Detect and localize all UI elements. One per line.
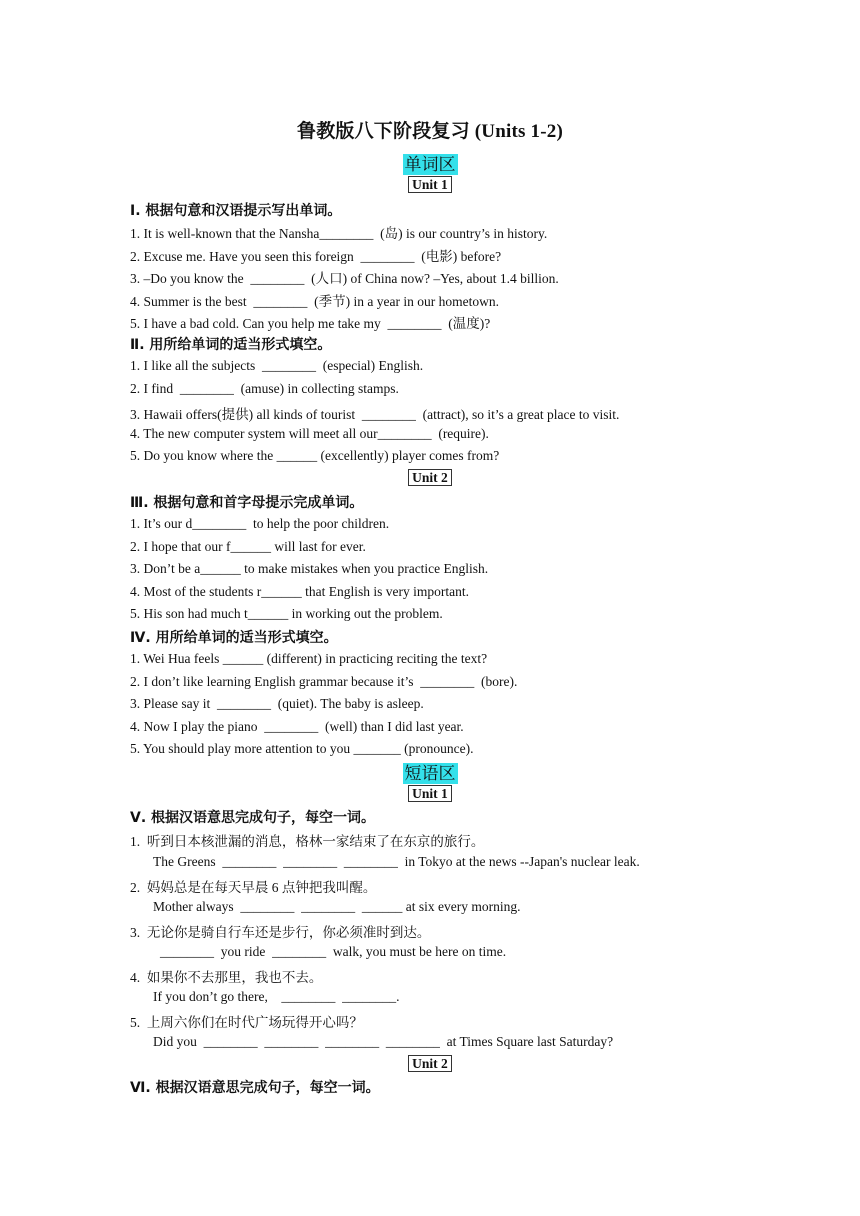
question-line: 1. It’s our d________ to help the poor children. xyxy=(130,516,390,531)
question-line: 1. Wei Hua feels ______ (different) in practicing reciting the text? xyxy=(130,651,488,666)
question-line: 1. I like all the subjects ________ (especial) English. xyxy=(130,358,424,373)
section-heading: Ⅲ. 根据句意和首字母提示完成单词。 xyxy=(130,495,364,511)
unit-label: Unit 2 xyxy=(0,1056,860,1072)
question-line: 4. Most of the students r______ that English is very important. xyxy=(130,584,469,599)
question-line: 4. Summer is the best ________ (季节) in a year in our hometown. xyxy=(130,294,499,309)
question-line: 3. Don’t be a______ to make mistakes when you practice English. xyxy=(130,561,489,576)
unit-label: Unit 1 xyxy=(0,786,860,802)
chinese-prompt: 4. 如果你不去那里，我也不去。 xyxy=(130,970,323,985)
question-line: 5. His son had much t______ in working out the problem. xyxy=(130,606,443,621)
chinese-prompt: 3. 无论你是骑自行车还是步行，你必须准时到达。 xyxy=(130,925,431,940)
question-line: 2. Excuse me. Have you seen this foreign ________ (电影) before? xyxy=(130,249,502,264)
question-line: 2. I hope that our f______ will last for ever. xyxy=(130,539,366,554)
question-line: 4. Now I play the piano ________ (well) than I did last year. xyxy=(130,719,464,734)
section-heading: Ⅵ. 根据汉语意思完成句子，每空一词。 xyxy=(130,1080,380,1096)
question-line: 2. I find ________ (amuse) in collecting stamps. xyxy=(130,381,399,396)
chinese-prompt: 5. 上周六你们在时代广场玩得开心吗？ xyxy=(130,1015,363,1030)
chinese-prompt: 2. 妈妈总是在每天早晨 6 点钟把我叫醒。 xyxy=(130,880,377,895)
english-sentence: Did you ________ ________ ________ ________ at Times Square last Saturday? xyxy=(153,1034,614,1049)
question-line: 5. I have a bad cold. Can you help me take my ________ (温度)? xyxy=(130,316,491,331)
english-sentence: The Greens ________ ________ ________ in Tokyo at the news --Japan's nuclear leak. xyxy=(153,854,640,869)
section-heading: Ⅱ. 用所给单词的适当形式填空。 xyxy=(130,337,332,353)
unit-label: Unit 2 xyxy=(0,470,860,486)
phrase-zone-heading: 短语区 xyxy=(404,764,456,783)
english-sentence: If you don’t go there, ________ ________. xyxy=(153,989,400,1004)
vocabulary-zone-heading: 单词区 xyxy=(404,155,456,174)
english-sentence: ________ you ride ________ walk, you must be here on time. xyxy=(160,944,507,959)
english-sentence: Mother always ________ ________ ______ at six every morning. xyxy=(153,899,521,914)
section-heading: Ⅰ. 根据句意和汉语提示写出单词。 xyxy=(130,203,342,219)
section-heading: Ⅳ. 用所给单词的适当形式填空。 xyxy=(130,630,338,646)
question-line: 5. You should play more attention to you _______ (pronounce). xyxy=(130,741,474,756)
question-line: 2. I don’t like learning English grammar because it’s ________ (bore). xyxy=(130,674,518,689)
question-line: 3. Hawaii offers(提供) all kinds of tourist ________ (attract), so it’s a great place to visit. xyxy=(130,407,620,422)
chinese-prompt: 1. 听到日本核泄漏的消息，格林一家结束了在东京的旅行。 xyxy=(130,834,485,849)
question-line: 3. Please say it ________ (quiet). The baby is asleep. xyxy=(130,696,424,711)
section-heading: Ⅴ. 根据汉语意思完成句子，每空一词。 xyxy=(130,810,376,826)
question-line: 4. The new computer system will meet all our________ (require). xyxy=(130,426,489,441)
unit-label: Unit 1 xyxy=(0,177,860,193)
question-line: 1. It is well-known that the Nansha________ (岛) is our country’s in history. xyxy=(130,226,548,241)
question-line: 3. –Do you know the ________ (人口) of China now? –Yes, about 1.4 billion. xyxy=(130,271,559,286)
question-line: 5. Do you know where the ______ (excellently) player comes from? xyxy=(130,448,500,463)
page-title: 鲁教版八下阶段复习 (Units 1-2) xyxy=(297,121,563,142)
